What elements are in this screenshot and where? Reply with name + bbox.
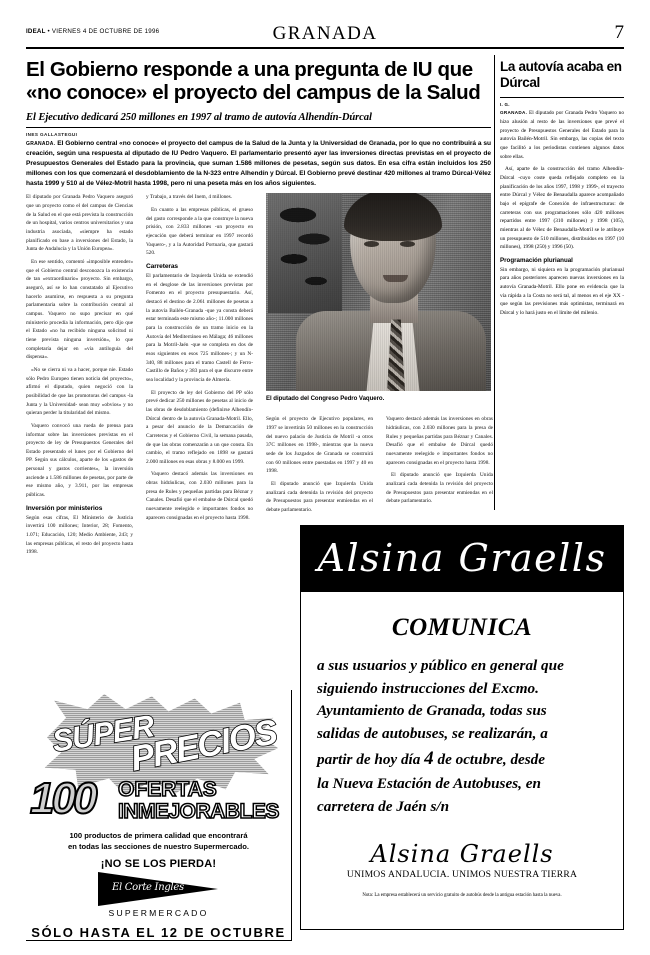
inmejorables-word: INMEJORABLES xyxy=(118,800,279,823)
date-text: • VIERNES 4 DE OCTUBRE DE 1996 xyxy=(47,28,160,35)
article-column-3 xyxy=(266,415,373,518)
article-subhead: El Ejecutivo dedicará 250 millones en 1997 al tramo de autovía Alhendín-Dúrcal xyxy=(26,111,372,123)
photo-halftone-grain xyxy=(266,193,491,391)
offers-count: 100 xyxy=(30,774,95,823)
paragraph: El diputado anunció que Izquierda Unida analizará cada detenida la revisión del proyecto de Presupuestos para presentar enmiendas en el debate parlamentario. xyxy=(266,481,373,514)
alsina-line-1: a sus usuarios y público en general que xyxy=(317,657,564,674)
alsina-date-number: 4 xyxy=(424,748,434,769)
paragraph: En ese sentido, comentó «imposible entender» que el Gobierno central desconozca la existencia de tan «extraordinario» proyecto. Sin embargo, aseguró, así se lo han constatado al Ejecutivo hacerlo asumirse, en respuesta a su pregunta parlamentaria sobre la contribución central al campus. Vaquero no supo precisar en qué ministerio procedía la información, pero dijo que el Estado «no ha recibido ninguna solicitud ni tiene prevista ninguna inversión», lo que completaría dejar en «vía antiloguía del dispensa». xyxy=(26,259,133,361)
alsina-line-4: salidas de autobuses, se realizarán, a xyxy=(317,724,548,742)
article-column-1 xyxy=(26,193,133,561)
headline-line-2: «no conoce» el proyecto del campus de la Salud xyxy=(26,80,481,104)
publication-name: IDEAL xyxy=(26,28,46,35)
alsina-line-5-b: de octubre, desde xyxy=(437,751,546,768)
super-subtext-line-1: 100 productos de primera calidad que encontrará xyxy=(69,831,248,840)
article-byline: INES GALLASTEGUI xyxy=(26,132,78,137)
sidebar-rule xyxy=(500,97,624,98)
section-title: GRANADA xyxy=(272,23,378,44)
ad-super-precios[interactable] xyxy=(26,690,291,930)
alsina-line-6: la Nueva Estación de Autobuses, en xyxy=(317,775,541,793)
alsina-line-2: siguiendo instrucciones del Excmo. xyxy=(317,679,539,697)
super-ad-right-border xyxy=(291,690,292,940)
headline-line-1: El Gobierno responde a una pregunta de IU que xyxy=(26,58,473,81)
alsina-footnote: Nota: La empresa establecerá un servicio gratuito de autobús desde la antigua estación hasta la nueva. xyxy=(362,893,562,899)
column-4-body xyxy=(386,415,493,506)
paragraph: En cuanto a las empresas públicas, el grueso del gasto corresponde a la que construye la nueva prisión, con 2.833 millones -un proyecto en ejecución que deberá terminar en 1997 recordó Vaquero-, y a la Autoridad Portuaria, que gastará 520. xyxy=(146,207,253,257)
paragraph: El parlamentario de Izquierda Unida se extendió en el desglose de las inversiones previstas por Fomento en el proyecto presupuestario. Así, destacó el destino de 2.061 millones de pesetas a la autovía Bailén-Granada -que ya consta deberá estar terminada este mismo año-; 11.000 millones para la construcción de un tramo inicio en la Autovía del Mediterráneo en Málaga; 46 millones para la Motril-Jaén -que se completa en dos de esos siguientes en esos 725 millones-; y un N-340, 88 millones para el tramo Castell de Ferro-Castillo de Baños y 383 para el que discurre entre sea localidad y la provincia de Almería. xyxy=(146,273,253,383)
ad-alsina-graells[interactable] xyxy=(300,525,624,930)
paragraph: Vaquero convocó una rueda de prensa para informar sobre las inversiones previstas en el proyecto de ley de Presupuestos Generales del Estado presentado el lunes por el Gobierno del PP. Según sus cálculos, aparte de los «gastos de personal y gastos corrientes», la inversión asciende a 1.586 millones de pesetas, por parte de ese mismo año, y 3.911, por las empresas públicas. xyxy=(26,422,133,499)
super-ad-bottom-border xyxy=(26,940,292,941)
subhead-rule xyxy=(26,127,491,128)
alsina-ad-body xyxy=(317,655,607,818)
paragraph: Según el proyecto de Ejecutivo populares, en 1997 se invertirán 50 millones en la construcción del nuevo palacio de Justicia de Motril -a otros 37C millones en 1998-, mientras que la nueva sede de los Juzgados de Granada se construirá con 60 millones entre puestadas en 1997 y 40 en 1998. xyxy=(266,416,373,475)
alsina-logo-band xyxy=(301,526,623,592)
column-3-body xyxy=(266,415,373,514)
article-lead xyxy=(26,139,491,188)
alsina-comunica-heading: COMUNICA xyxy=(391,614,533,641)
sidebar-article xyxy=(500,55,624,322)
sidebar-body xyxy=(500,109,624,252)
sidebar-body-2 xyxy=(500,266,624,318)
alsina-line-3: Ayuntamiento de Granada, todas sus xyxy=(317,702,547,719)
masthead-rule xyxy=(26,47,624,49)
alsina-signature: Alsina Graells xyxy=(370,840,554,869)
column-1-invest-body xyxy=(26,514,133,557)
super-exclaim: ¡NO SE LOS PIERDA! xyxy=(100,858,217,870)
article-headline xyxy=(26,55,491,105)
section-heading-inversion: Inversión por ministerios xyxy=(26,504,103,512)
super-word: SÚPER xyxy=(49,708,156,759)
super-subtext xyxy=(26,830,291,853)
column-1-body xyxy=(26,193,133,499)
alsina-tagline: UNIMOS ANDALUCIA. UNIMOS NUESTRA TIERRA xyxy=(346,869,578,881)
paragraph: Así, aparte de la construcción del tramo Alhendín-Dúrcal -cuyo coste queda reflejado completo en la planificación de los años 1997, 1998 y 1999-, el trayecto entre Dúrcal y Vélez de Benaudalla aparece acompañado bajo el epígrafe de Conexión de infraestructuras: de carreteras con sus programaciones sólo 420 millones repartidos entre 1997 (310 millones) y 1998 (105), mientras al de Vélez de Benaudalla-Motril se le atribuye un presupuesto de 510 millones, distribuidos en 1997 (10 millones), 1998 (250) y 1996 (50). xyxy=(500,166,624,251)
paragraph: Vaquero destacó además las inversiones en obras hidráulicas, con 2.030 millones para la presa de Rules y pequeñas partidas para Béznar y Canales. Desafió que el embalse de Dúrcal quedó nuevamente reelegido e importantes fondos no aparecen consignadas en el proyecto hasta 1998. xyxy=(146,471,253,521)
photo-caption: El diputado del Congreso Pedro Vaquero. xyxy=(266,395,385,403)
photo-pedro-vaquero xyxy=(266,193,491,391)
el-corte-ingles-text: El Corte Inglés xyxy=(112,882,184,893)
paragraph: Sin embargo, ni siquiera en la programación plurianual para años posteriores aparecen nuevas inversiones en la autovía Granada-Motril. Ello pone en evidencia que la vía rápida a la Costa no será tal, al menos en el eje XX -que según las previsiones más optimistas, terminará en Dúrcal y lo hará justo en el límite del milenio. xyxy=(500,266,624,317)
sidebar-byline: I. G. xyxy=(500,102,510,108)
sidebar-location: GRANADA. xyxy=(500,110,528,116)
supermercado-label: SUPERMERCADO xyxy=(108,908,209,918)
precios-word: PRECIOS xyxy=(127,712,280,779)
article-column-2 xyxy=(146,193,253,526)
alsina-line-7: carretera de Jaén s/n xyxy=(317,797,450,815)
paragraph: Según esas cifras, El Ministerio de Justicia invertirá 100 millones; Interior, 28; Fomento, 1.071; Educación, 120; Medio Ambiente, 243; y las empresas públicas, el resto del proyecto hasta 1998. xyxy=(26,514,133,556)
sidebar-section-heading: Programación plurianual xyxy=(500,256,573,264)
paragraph: El diputado anunció que Izquierda Unida analizará cada detenida la revisión del proyecto de Presupuestos para presentar enmiendas en el debate parlamentario. xyxy=(386,472,493,505)
article-photo-block xyxy=(266,193,491,402)
sidebar-headline: La autovía acaba en Dúrcal xyxy=(500,59,622,90)
alsina-line-5-a: partir de hoy día xyxy=(317,751,421,768)
alsina-logo-text: Alsina Graells xyxy=(317,536,607,581)
paragraph: El diputado por Granada Pedro Vaquero aseguró que un proyecto como el del campus de Ciencias de la Salud en el que está prevista la construcción de un hospital, varios centros universitarios y una industria asociada, «siempre ha estado planificado en base a inversiones del Estado, la Junta de Andalucía y la Unión Europea». xyxy=(26,194,133,253)
el-corte-ingles-logo xyxy=(98,872,218,906)
column-2-body-bottom xyxy=(146,272,253,522)
lead-text: El Gobierno central «no conoce» el proyecto del campus de la Salud de la Junta y la Universidad de Granada, por lo que no contribuirá a su creación, según una respuesta al diputado de IU Pedro Vaquero. El parlamentario presentó ayer las inversiones directas previstas en el proyecto de Presupuestos Generales del Estado para la provincia, que suman 1.586 millones de pesetas, según sus datos. En esa cifra están incluidos los 250 millones con los que comenzará el desdoblamiento de la N-323 entre Alhendín y Dúrcal. El Gobierno prevé destinar 420 millones al tramo Dúrcal-Vélez hasta 1999 y 510 al de Vélez-Motril hasta 1998, pero ni una peseta más en los años siguientes. xyxy=(26,140,491,187)
page-number: 7 xyxy=(614,22,624,43)
alsina-line-5 xyxy=(317,745,607,773)
sidebar-divider xyxy=(494,55,495,510)
lead-location: GRANADA. xyxy=(26,141,56,147)
paragraph xyxy=(500,109,624,161)
ofertas-word: OFERTAS xyxy=(118,778,217,801)
section-heading-carreteras: Carreteras xyxy=(146,263,178,271)
paragraph-text: El diputado por Granada Pedro Vaquero no hizo alusión al resto de las inversiones que prevé el proyecto de Presupuestos Generales del Estado para la autovía Bailén-Motril. Sin embargo, las copias del texto que facilitó a los periodistas contienen algunos datos sobre ellas. xyxy=(500,110,624,160)
super-deadline: SÓLO HASTA EL 12 DE OCTUBRE xyxy=(31,925,286,940)
article-column-4 xyxy=(386,415,493,510)
masthead xyxy=(26,22,624,48)
paragraph: y Trabajo, a través del Inem, 4 millones. xyxy=(146,194,233,201)
paragraph: Vaquero destacó además las inversiones en obras hidráulicas, con 2.030 millones para la presa de Rules y pequeñas partidas para Béznar y Canales. Desafió que el embalse de Dúrcal quedó nuevamente reelegido e importantes fondos no aparecen consignadas en el proyecto hasta 1998. xyxy=(386,416,493,466)
paragraph: «No se cierra ni va a hacer, porque nie. Estado sólo Pedro Europeo tienen noticia del proyecto», afirmó el diputado, quien negoció con la posibilidad de que las promotoras del campus -la Junta y la Universidad- sean muy «obvios» y no quieran perder la titularidad del mismo. xyxy=(26,366,133,417)
super-subtext-line-2: en todas las secciones de nuestro Supermercado. xyxy=(67,842,250,852)
paragraph: El proyecto de ley del Gobierno del PP sólo prevé dedicar 250 millones de pesetas al inicio de las obras de desdoblamiento (definirse Alhendín-Dúrcal dentro de la autovía Granada-Motril. Ello, a pesar del anuncio de la Demarcación de Carreteras y el Gobierno Civil, la semana pasada, de que las obras comenzarán a un que consta. En cambio, el tramo reflejado en 1898 se gastará 2.000 millones en esas obras y 8.000 en 1999. xyxy=(146,389,253,465)
column-2-body-top xyxy=(146,193,253,258)
